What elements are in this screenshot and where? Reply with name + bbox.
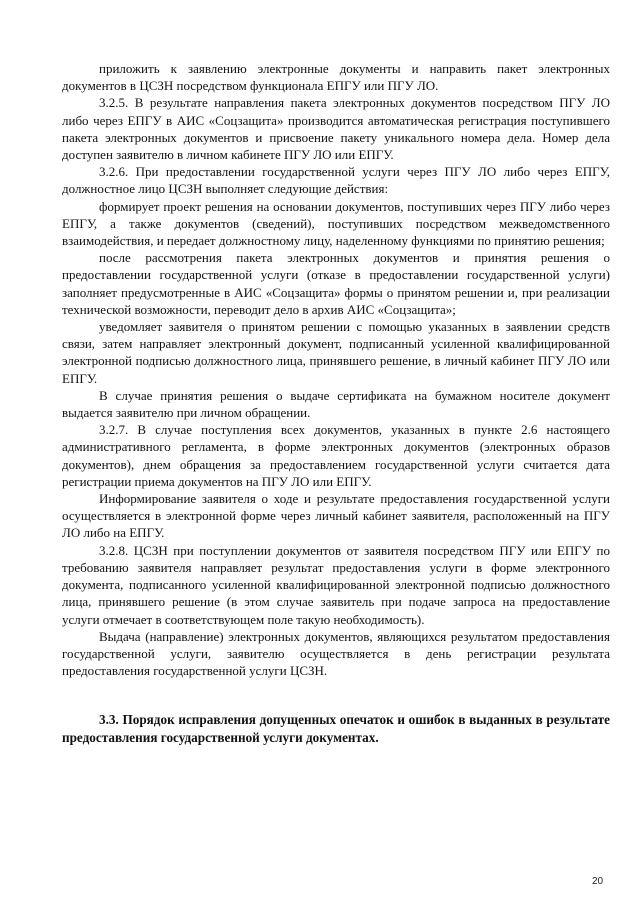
paragraph-3-2-7: 3.2.7. В случае поступления всех документов, указанных в пункте 2.6 настоящего административного регламента, в форме электронных документов (электронных образов документов), днем обращения за предоставлением государственной услуги считается дата регистрации приема документов на ПГУ ЛО или ЕПГУ. — [62, 422, 610, 489]
paragraph-attach-documents: приложить к заявлению электронные документы и направить пакет электронных документов в ЦСЗН посредством функционала ЕПГУ или ПГУ ЛО. — [62, 61, 610, 94]
paragraph-3-2-8: 3.2.8. ЦСЗН при поступлении документов от заявителя посредством ПГУ или ЕПГУ по требованию заявителя направляет результат предоставления услуги в форме электронного документа, подписанного усиленной квалифицированной электронной подписью должностного лица, принявшего решение (в этом случае заявитель при подаче запроса на предоставление услуги отмечает в соответствующем поле такую необходимость). — [62, 542, 610, 627]
paragraph-paper-certificate: В случае принятия решения о выдаче сертификата на бумажном носителе документ выдается заявителю при личном обращении. — [62, 387, 610, 421]
section-heading-3-3: 3.3. Порядок исправления допущенных опечаток и ошибок в выданных в результате предоставления государственной услуги документах. — [62, 712, 610, 745]
paragraph-issuance: Выдача (направление) электронных документов, являющихся результатом предоставления государственной услуги, заявителю осуществляется в день регистрации результата предоставления государственной услуги ЦСЗН. — [62, 628, 610, 679]
paragraph-3-2-5: 3.2.5. В результате направления пакета электронных документов посредством ПГУ ЛО либо через ЕПГУ в АИС «Соцзащита» производится автоматическая регистрация поступившего пакета электронных документов и присвоение пакету уникального номера дела. Номер дела доступен заявителю в личном кабинете ПГУ ЛО или ЕПГУ. — [62, 95, 610, 163]
paragraph-informing-applicant: Информирование заявителя о ходе и результате предоставления государственной услуги осуществляется в электронной форме через личный кабинет заявителя, расположенный на ПГУ ЛО либо на ЕПГУ. — [62, 491, 610, 541]
paragraph-after-review: после рассмотрения пакета электронных документов и принятия решения о предоставлении государственной услуги (отказе в предоставлении государственной услуги) заполняет предусмотренные в АИС «Соцзащита» формы о принятом решении и, при реализации технической возможности, переводит дело в архив АИС «Соцзащита»; — [62, 250, 610, 317]
paragraph-3-2-6: 3.2.6. При предоставлении государственной услуги через ПГУ ЛО либо через ЕПГУ, должностное лицо ЦСЗН выполняет следующие действия: — [62, 164, 610, 197]
paragraph-notifies-applicant: уведомляет заявителя о принятом решении с помощью указанных в заявлении средств связи, затем направляет электронный документ, подписанный усиленной квалифицированной электронной подписью должностного лица, принявшего решение, в личный кабинет ПГУ ЛО или ЕПГУ. — [62, 319, 610, 386]
paragraph-forms-draft-decision: формирует проект решения на основании документов, поступивших через ПГУ либо через ЕПГУ, а также документов (сведений), поступивших посредством межведомственного взаимодействия, и передает должностному лицу, наделенному функциями по принятию решения; — [62, 198, 610, 249]
document-body — [62, 60, 610, 746]
page-number: 20 — [592, 876, 604, 887]
